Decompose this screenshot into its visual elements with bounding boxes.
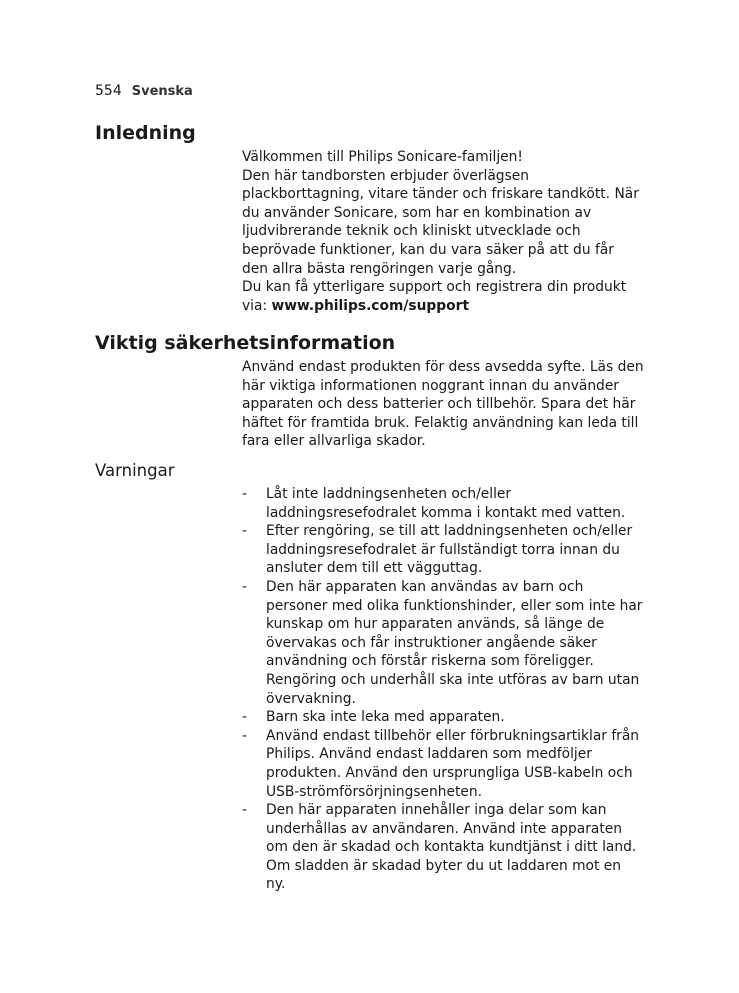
intro-line: Den här tandborsten erbjuder överlägsen xyxy=(242,167,529,184)
warning-line: övervakas och får instruktioner angående säker xyxy=(266,634,597,651)
warnings-heading: Varningar xyxy=(95,461,175,480)
bullet-dash: - xyxy=(242,523,247,540)
warning-line: ansluter dem till ett vägguttag. xyxy=(266,560,483,577)
intro-line: Du kan få ytterligare support och registrera din produkt xyxy=(242,279,627,296)
warnings-list xyxy=(242,485,662,894)
intro-paragraph xyxy=(242,148,654,315)
list-item xyxy=(242,578,662,708)
intro-line: plackborttagning, vitare tänder och friskare tandkött. När xyxy=(242,186,639,203)
warning-line: underhållas av användaren. Använd inte apparaten xyxy=(266,820,622,837)
bullet-dash: - xyxy=(242,727,247,744)
safety-line: Använd endast produkten för dess avsedda syfte. Läs den xyxy=(242,359,644,375)
page-number: 554 xyxy=(95,83,122,99)
warning-line: Philips. Använd endast laddaren som medföljer xyxy=(266,746,592,763)
intro-line: ljudvibrerande teknik och kliniskt utvecklade och xyxy=(242,223,581,240)
warning-line: Rengöring och underhåll ska inte utföras av barn utan xyxy=(266,671,640,688)
safety-paragraph xyxy=(242,358,654,451)
list-item xyxy=(242,485,662,522)
bullet-dash: - xyxy=(242,578,247,595)
list-item xyxy=(242,708,662,727)
safety-line: apparaten och dess batterier och tillbehör. Spara det här xyxy=(242,396,636,413)
warning-line: Om sladden är skadad byter du ut laddaren mot en xyxy=(266,857,622,874)
list-item xyxy=(242,801,662,894)
warning-line: USB-strömförsörjningsenheten. xyxy=(266,783,483,800)
support-link[interactable]: www.philips.com/support xyxy=(271,297,470,314)
safety-line: fara eller allvarliga skador. xyxy=(242,433,426,450)
safety-heading: Viktig säkerhetsinformation xyxy=(95,332,396,354)
warning-line: om den är skadad och kontakta kundtjänst i ditt land. xyxy=(266,839,637,856)
warning-line: övervakning. xyxy=(266,690,356,707)
intro-line: beprövade funktioner, kan du vara säker på att du får xyxy=(242,241,614,258)
warning-line: Den här apparaten innehåller inga delar som kan xyxy=(266,802,607,819)
warning-line: laddningsresefodralet är fullständigt torra innan du xyxy=(266,541,620,558)
warning-line: Låt inte laddningsenheten och/eller xyxy=(266,486,512,502)
warning-line: användning och förstår riskerna som föreligger. xyxy=(266,653,594,670)
intro-heading: Inledning xyxy=(95,122,196,144)
language-label: Svenska xyxy=(131,84,193,99)
warning-line: Den här apparaten kan användas av barn och xyxy=(266,578,584,595)
warning-line: Efter rengöring, se till att laddningsenheten och/eller xyxy=(266,523,633,540)
warning-line: Barn ska inte leka med apparaten. xyxy=(266,709,505,726)
safety-line: häftet för framtida bruk. Felaktig användning kan leda till xyxy=(242,414,639,431)
warning-line: kunskap om hur apparaten används, så länge de xyxy=(266,616,605,633)
list-item xyxy=(242,727,662,801)
warning-line: Använd endast tillbehör eller förbrukningsartiklar från xyxy=(266,727,640,744)
intro-support-line xyxy=(242,297,654,316)
bullet-dash: - xyxy=(242,802,247,819)
warning-line: produkten. Använd den ursprungliga USB-kabeln och xyxy=(266,764,633,781)
safety-line: här viktiga informationen noggrant innan du använder xyxy=(242,377,619,394)
intro-line: du använder Sonicare, som har en kombination av xyxy=(242,204,592,221)
page-header xyxy=(95,82,193,101)
intro-line: den allra bästa rengöringen varje gång. xyxy=(242,260,517,277)
bullet-dash: - xyxy=(242,486,247,502)
warning-line: ny. xyxy=(266,876,286,893)
warning-line: personer med olika funktionshinder, eller som inte har xyxy=(266,597,643,614)
support-prefix: via: xyxy=(242,297,272,314)
list-item xyxy=(242,522,662,578)
warning-line: laddningsresefodralet komma i kontakt med vatten. xyxy=(266,504,626,521)
intro-line: Välkommen till Philips Sonicare-familjen! xyxy=(242,149,523,165)
bullet-dash: - xyxy=(242,709,247,726)
